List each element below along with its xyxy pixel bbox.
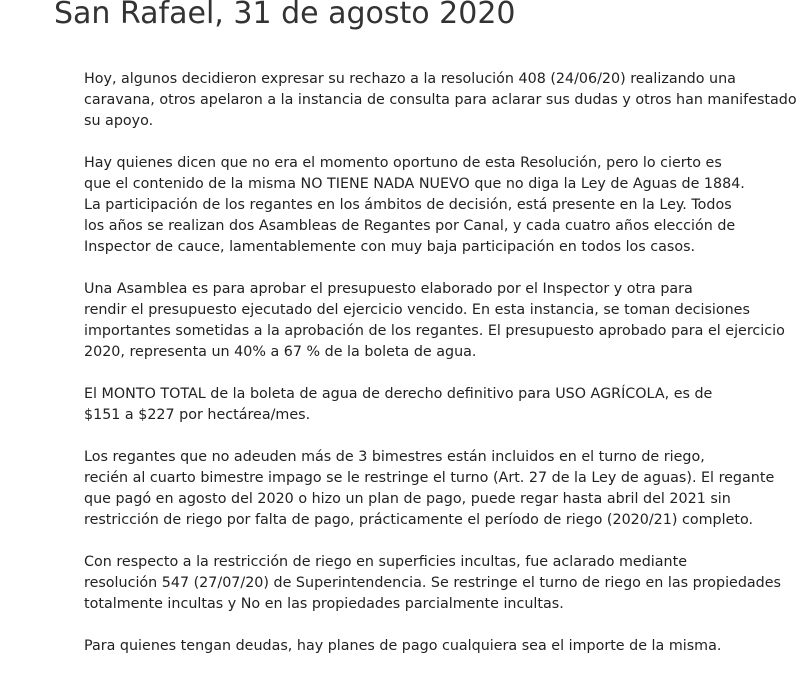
text-line: recién al cuarto bimestre impago se le restringe el turno (Art. 27 de la Ley de aguas). El regante xyxy=(84,470,775,486)
paragraph-asamblea xyxy=(84,279,785,363)
text-line: La participación de los regantes en los ámbitos de decisión, está presente en la Ley. Todos xyxy=(84,197,732,213)
text-line: $151 a $227 por hectárea/mes. xyxy=(84,407,311,423)
text-line: que el contenido de la misma NO TIENE NADA NUEVO que no diga la Ley de Aguas de 1884. xyxy=(84,176,745,192)
text-line: rendir el presupuesto ejecutado del ejercicio vencido. En esta instancia, se toman decisiones xyxy=(84,302,750,318)
paragraph-turno-de-riego xyxy=(84,447,774,531)
text-line: Para quienes tengan deudas, hay planes de pago cualquiera sea el importe de la misma. xyxy=(84,638,722,654)
paragraph-superficies-incultas xyxy=(84,552,781,615)
text-line: su apoyo. xyxy=(84,113,154,129)
document-title: San Rafael, 31 de agosto 2020 xyxy=(54,0,516,31)
text-line: resolución 547 (27/07/20) de Superintendencia. Se restringe el turno de riego en las propiedades xyxy=(84,575,781,591)
paragraph-ley-de-aguas xyxy=(84,153,774,258)
text-line: que pagó en agosto del 2020 o hizo un plan de pago, puede regar hasta abril del 2021 sin xyxy=(84,491,731,507)
text-line: caravana, otros apelaron a la instancia de consulta para aclarar sus dudas y otros han manifestado xyxy=(84,92,797,108)
paragraph-planes-de-pago xyxy=(84,636,774,657)
paragraph-monto-total xyxy=(84,384,774,426)
text-line: 2020, representa un 40% a 67 % de la boleta de agua. xyxy=(84,344,477,360)
text-line: Hay quienes dicen que no era el momento oportuno de esta Resolución, pero lo cierto es xyxy=(84,155,722,171)
text-line: Inspector de cauce, lamentablemente con muy baja participación en todos los casos. xyxy=(84,239,696,255)
text-line: Los regantes que no adeuden más de 3 bimestres están incluidos en el turno de riego, xyxy=(84,449,705,465)
text-line: El MONTO TOTAL de la boleta de agua de derecho definitivo para USO AGRÍCOLA, es de xyxy=(84,386,713,402)
document-body xyxy=(84,69,797,678)
text-line: Una Asamblea es para aprobar el presupuesto elaborado por el Inspector y otra para xyxy=(84,281,693,297)
text-line: los años se realizan dos Asambleas de Regantes por Canal, y cada cuatro años elección de xyxy=(84,218,736,234)
text-line: Hoy, algunos decidieron expresar su rechazo a la resolución 408 (24/06/20) realizando una xyxy=(84,71,736,87)
paragraph-resolution-reactions xyxy=(84,69,797,132)
text-line: totalmente incultas y No en las propiedades parcialmente incultas. xyxy=(84,596,564,612)
text-line: restricción de riego por falta de pago, prácticamente el período de riego (2020/21) completo. xyxy=(84,512,754,528)
text-line: importantes sometidas a la aprobación de los regantes. El presupuesto aprobado para el ejercicio xyxy=(84,323,785,339)
text-line: Con respecto a la restricción de riego en superficies incultas, fue aclarado mediante xyxy=(84,554,688,570)
